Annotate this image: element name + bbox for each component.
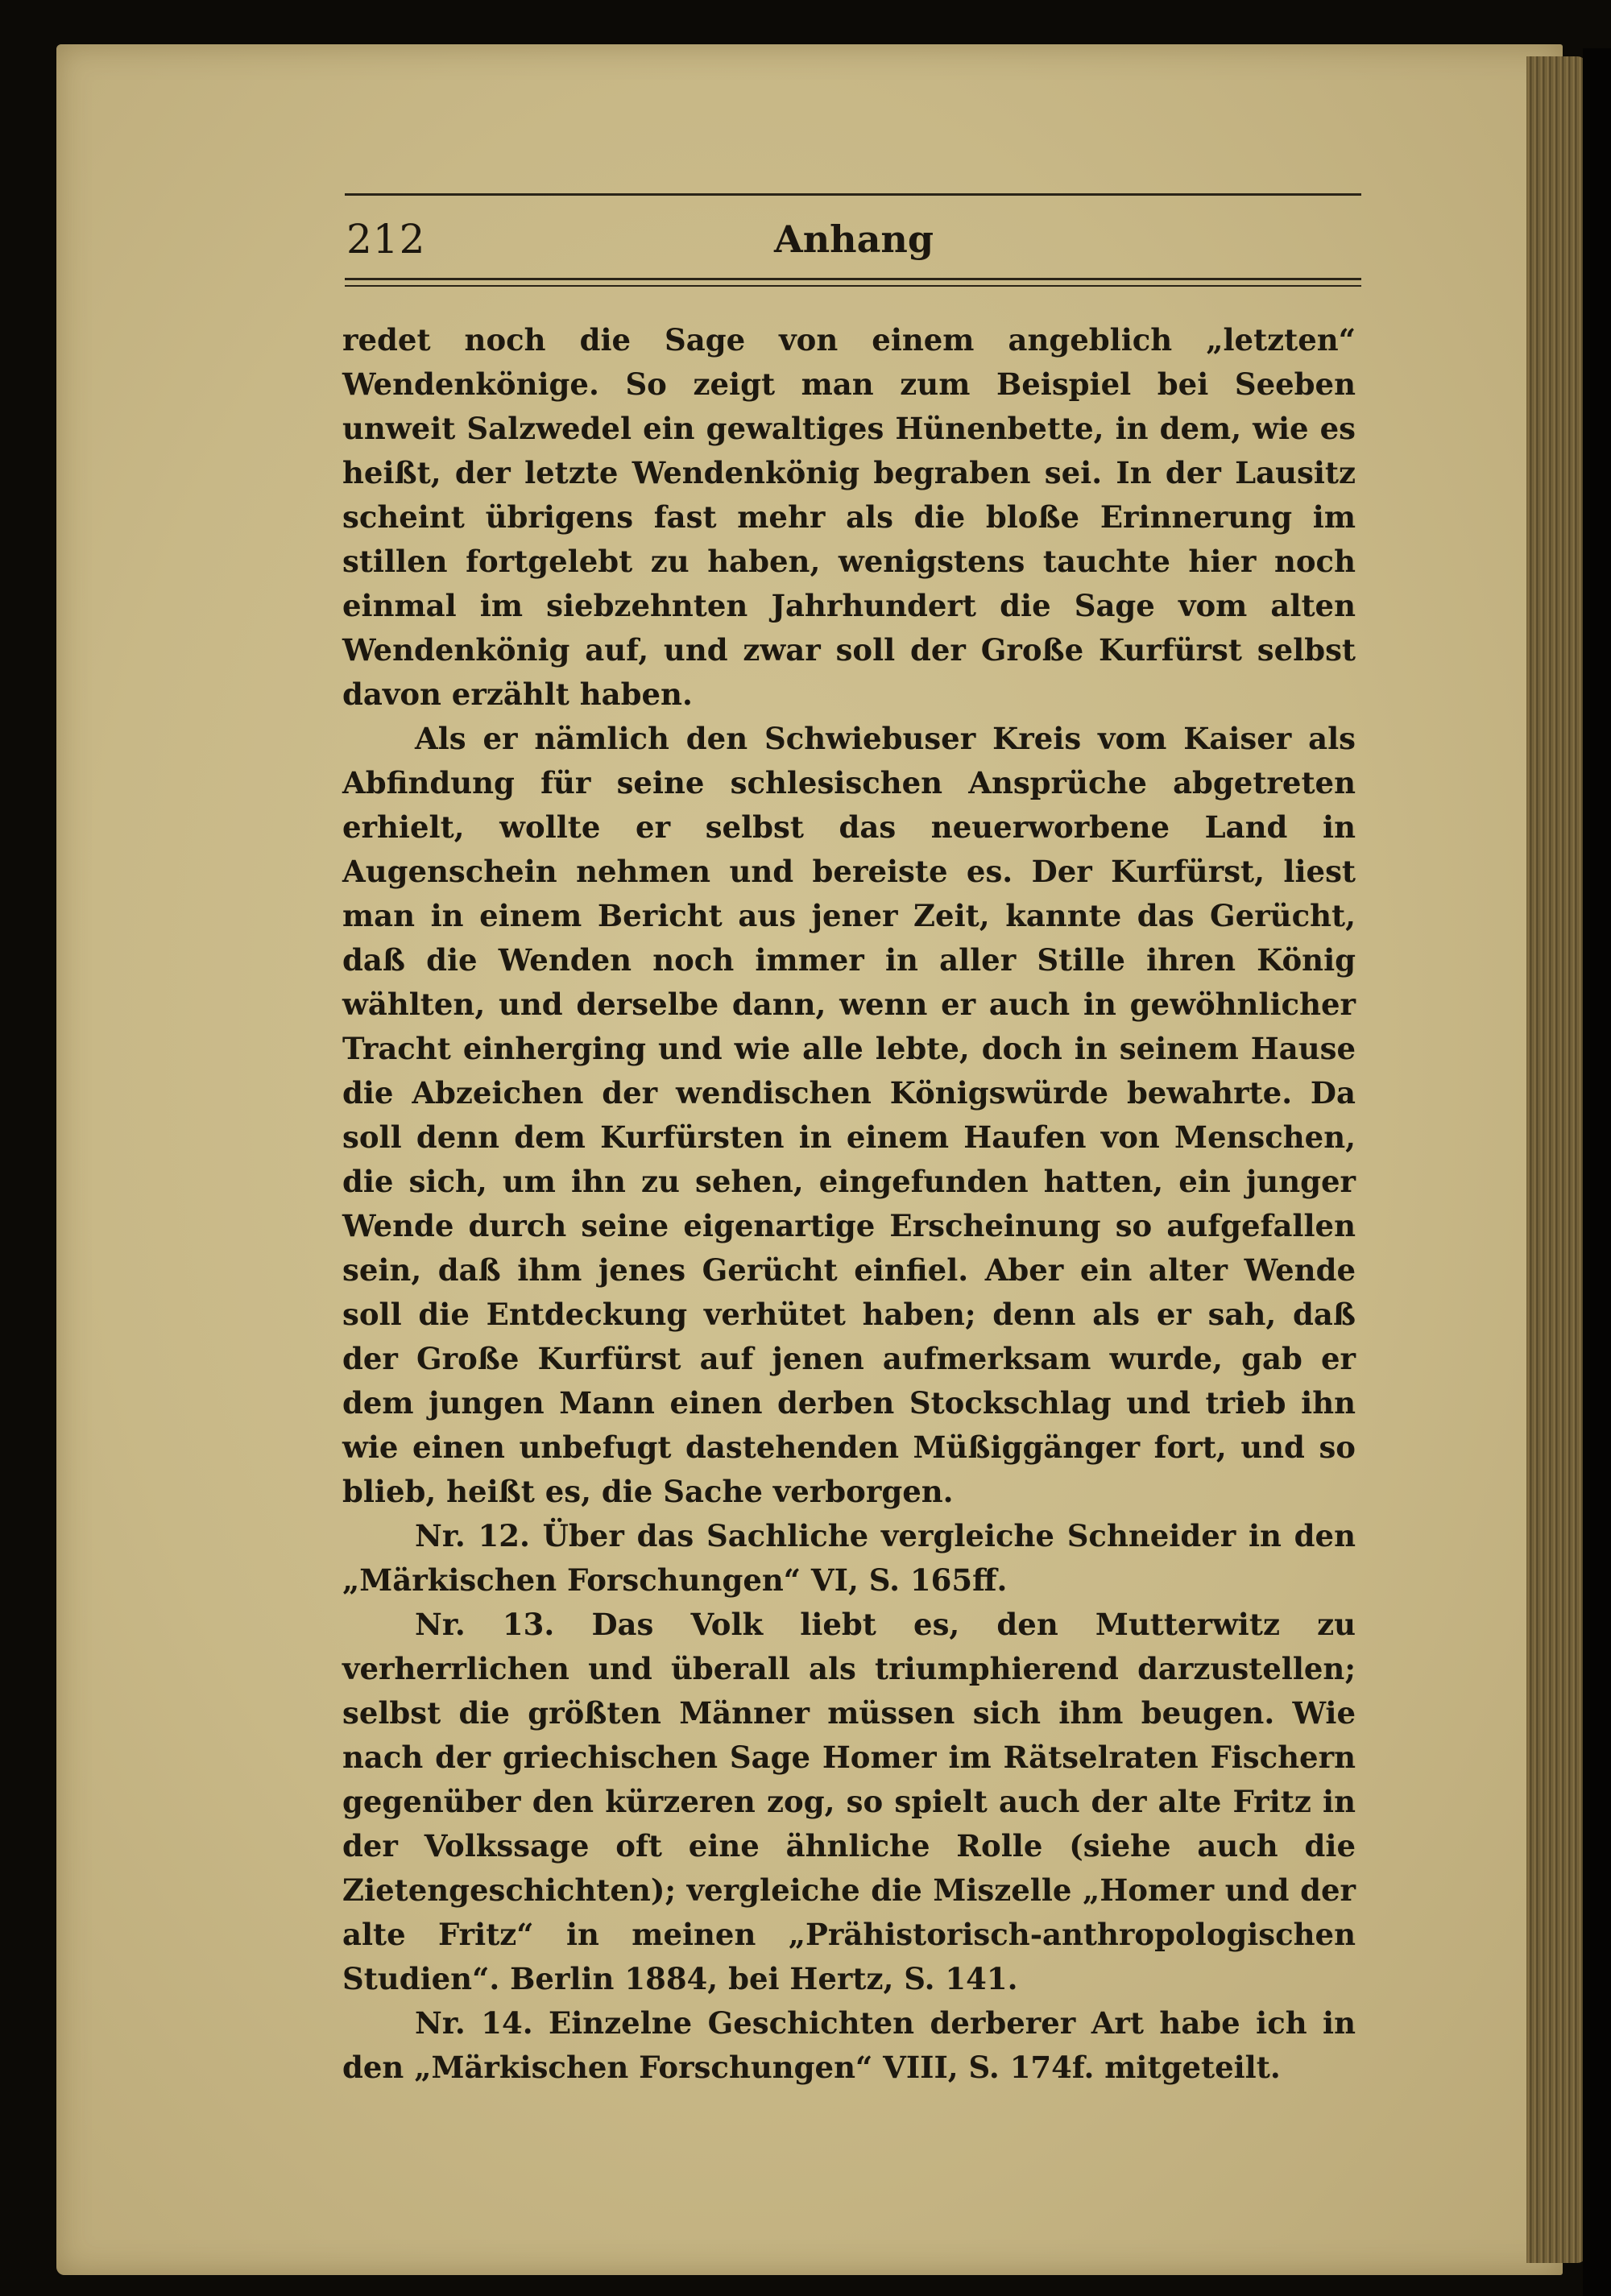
running-head: Anhang [774,217,934,261]
body-text [342,318,1356,2090]
paragraph-continued: redet noch die Sage von einem angeblich „letzten“ Wendenkönige. So zeigt man zum Beispiel bei Seeben unweit Salzwedel ein gewaltiges Hünenbette, in dem, wie es heißt, der letzte Wendenkönig begraben sei. In der Lausitz scheint übrigens fast mehr als die bloße Erinnerung im stillen fortgelebt zu haben, wenigstens tauchte hier noch einmal im siebzehnten Jahrhundert die Sage vom alten Wendenkönig auf, und zwar soll der Große Kurfürst selbst davon erzählt haben. [342,322,1356,712]
page-stack-edge [1526,56,1587,2263]
book-gutter [1583,48,1611,2296]
header-rule-top [345,193,1361,196]
header-rule-bottom [345,278,1361,280]
note-nr-13: Nr. 13. Das Volk liebt es, den Mutterwitz zu verherrlichen und überall als triumphierend darzustellen; selbst die größten Männer müssen sich ihm beugen. Wie nach der griechischen Sage Homer im Rätselraten Fischern gegenüber den kürzeren zog, so spielt auch der alte Fritz in der Volkssage oft eine ähnliche Rolle (siehe auch die Zietengeschichten); vergleiche die Miszelle „Homer und der alte Fritz“ in meinen „Prähistorisch-anthropologischen Studien“. Berlin 1884, bei Hertz, S. 141. [342,1607,1356,1996]
page-number: 212 [346,216,426,263]
header-rule-bottom-double [345,285,1361,287]
paragraph-kurfuerst: Als er nämlich den Schwiebuser Kreis vom Kaiser als Abfindung für seine schlesischen Ansprüche abgetreten erhielt, wollte er selbst das neuerworbene Land in Augenschein nehmen und bereiste es. Der Kurfürst, liest man in einem Bericht aus jener Zeit, kannte das Gerücht, daß die Wenden noch immer in aller Stille ihren König wählten, und derselbe dann, wenn er auch in gewöhnlicher Tracht einherging und wie alle lebte, doch in seinem Hause die Abzeichen der wendischen Königswürde bewahrte. Da soll denn dem Kurfürsten in einem Haufen von Menschen, die sich, um ihn zu sehen, eingefunden hatten, ein junger Wende durch seine eigenartige Erscheinung so aufgefallen sein, daß ihm jenes Gerücht einfiel. Aber ein alter Wende soll die Entdeckung verhütet haben; denn als er sah, daß der Große Kurfürst auf jenen aufmerksam wurde, gab er dem jungen Mann einen derben Stockschlag und trieb ihn wie einen unbefugt dastehenden Müßiggänger fort, und so blieb, heißt es, die Sache verborgen. [342,721,1356,1509]
note-nr-14: Nr. 14. Einzelne Geschichten derberer Art habe ich in den „Märkischen Forschungen“ VIII, S. 174f. mitgeteilt. [342,2005,1356,2085]
note-nr-12: Nr. 12. Über das Sachliche vergleiche Schneider in den „Märkischen Forschungen“ VI, S. 165ff. [342,1518,1356,1598]
